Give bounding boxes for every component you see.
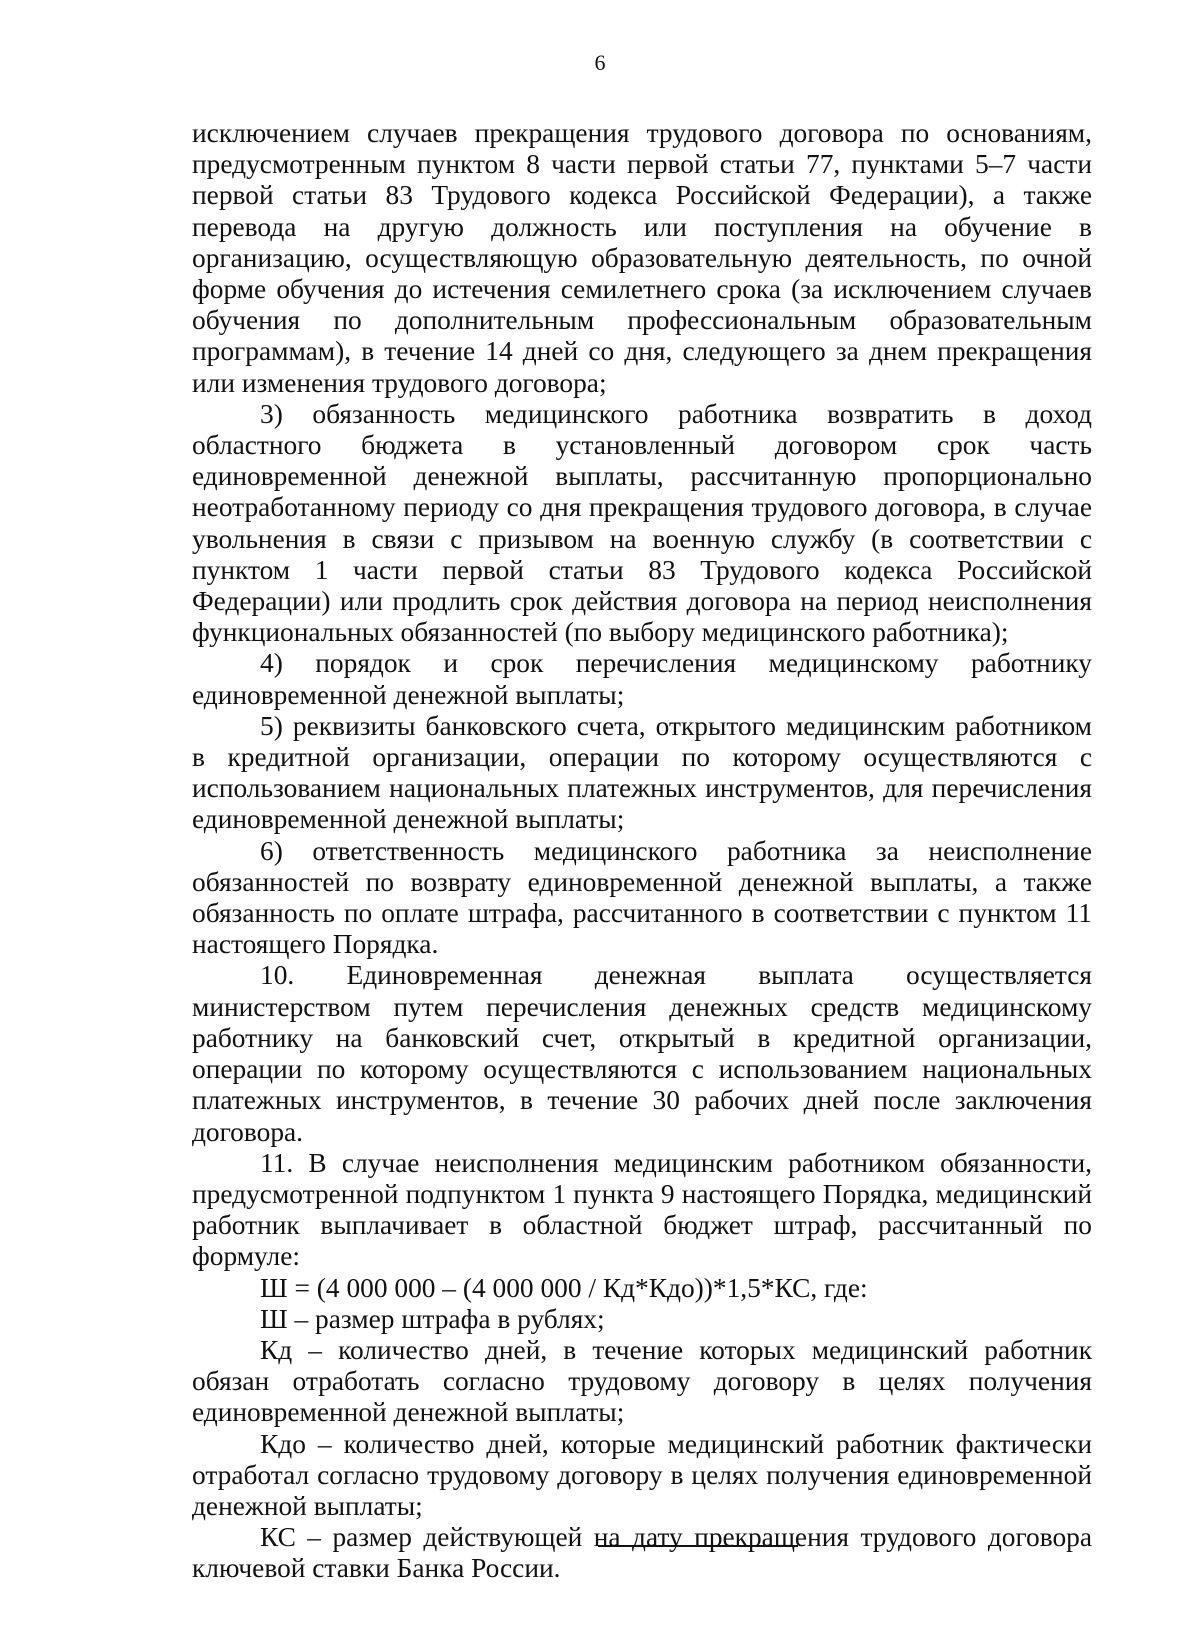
page-number: 6 — [594, 50, 606, 75]
paragraph-item-6: 6) ответственность медицинского работника за неисполнение обязанностей по возврату единовременной денежной выплаты, а также обязанность по оплате штрафа, рассчитанного в соответствии с пунктом 11 настоящего Порядка. — [192, 835, 1092, 960]
paragraph-item-3: 3) обязанность медицинского работника возвратить в доход областного бюджета в установленный договором срок часть единовременной денежной выплаты, рассчитанную пропорционально неотработанному периоду со дня прекращения трудового договора, в случае увольнения в связи с призывом на военную службу (в соответствии с пунктом 1 части первой статьи 83 Трудового кодекса Российской Федерации) или продлить срок действия договора на период неисполнения функциональных обязанностей (по выбору медицинского работника); — [192, 398, 1092, 648]
paragraph-item-5: 5) реквизиты банковского счета, открытого медицинским работником в кредитной организации, операции по которому осуществляются с использованием национальных платежных инструментов, для перечисления единовременной денежной выплаты; — [192, 710, 1092, 835]
paragraph-section-11: 11. В случае неисполнения медицинским работником обязанности, предусмотренной подпунктом 1 пункта 9 настоящего Порядка, медицинский работник выплачивает в областной бюджет штраф, рассчитанный по формуле: — [192, 1147, 1092, 1272]
definition-kdo: Кдо – количество дней, которые медицинский работник фактически отработал согласно трудовому договору в целях получения единовременной денежной выплаты; — [192, 1428, 1092, 1521]
document-body — [192, 118, 1092, 1585]
penalty-formula: Ш = (4 000 000 – (4 000 000 / Кд*Кдо))*1,5*КС, где: — [260, 1272, 868, 1303]
paragraph-continuation: исключением случаев прекращения трудового договора по основаниям, предусмотренным пунктом 8 части первой статьи 77, пунктами 5–7 части первой статьи 83 Трудового кодекса Российской Федерации), а также перевода на другую должность или поступления на обучение в организацию, осуществляющую образовательную деятельность, по очной форме обучения до истечения семилетнего срока (за исключением случаев обучения по дополнительным профессиональным образовательным программам), в течение 14 дней со дня, следующего за днем прекращения или изменения трудового договора; — [192, 118, 1092, 398]
definition-kd: Кд – количество дней, в течение которых медицинский работник обязан отработать согласно трудовому договору в целях получения единовременной денежной выплаты; — [192, 1334, 1092, 1428]
paragraph-item-4: 4) порядок и срок перечисления медицинскому работнику единовременной денежной выплаты; — [192, 648, 1092, 710]
end-of-document-rule — [598, 1545, 798, 1547]
definition-sh: Ш – размер штрафа в рублях; — [260, 1303, 605, 1334]
definition-ks: КС – размер действующей на дату прекращения трудового договора ключевой ставки Банка России. — [192, 1522, 1092, 1584]
paragraph-section-10: 10. Единовременная денежная выплата осуществляется министерством путем перечисления денежных средств медицинскому работнику на банковский счет, открытый в кредитной организации, операции по которому осуществляются с использованием национальных платежных инструментов, в течение 30 рабочих дней после заключения договора. — [192, 960, 1092, 1147]
